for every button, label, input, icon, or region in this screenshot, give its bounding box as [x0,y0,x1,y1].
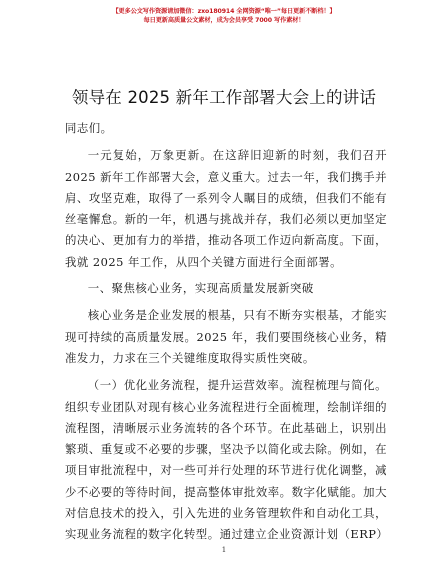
document-title: 领导在 2025 新年工作部署大会上的讲话 [71,88,377,107]
banner-line-2: 每日更新高质量公文素材，成为会员享受 7000 写作素材！ [143,17,305,24]
section-heading-1: 一、聚焦核心业务，实现高质量发展新突破 [87,281,314,296]
promo-banner [0,7,448,25]
banner-line-1: 【更多公文写作资源请加微信：zxo180914 全网资源“唯一”每日更新不断档！】 [112,8,336,15]
salutation: 同志们。 [65,121,113,135]
paragraph-core-business: 核心业务是企业发展的根基，只有不断夯实根基，才能实现可持续的高质量发展。2025 年，我们要围绕核心业务，精准发力，力求在三个关键维度取得实质性突破。 [65,308,387,365]
paragraph-intro: 一元复始，万象更新。在这辞旧迎新的时刻，我们召开 2025 新年工作部署大会，意义重大。过去一年，我们携手并肩、攻坚克难，取得了一系列令人瞩目的成绩，但我们不能有丝毫懈怠。新的一年，机遇与挑战并存，我们必须以更加坚定的决心、更加有力的举措，推动各项工作迈向新高度。下面，我就 2025 年工作，从四个关键方面进行全面部署。 [65,148,387,269]
paragraph-process-optimization: （一）优化业务流程，提升运营效率。流程梳理与简化。组织专业团队对现有核心业务流程进行全面梳理，绘制详细的流程图，清晰展示业务流转的各个环节。在此基础上，识别出繁琐、重复或不必要的步骤，坚决予以简化或去除。例如，在项目审批流程中，对一些可并行处理的环节进行优化调整，减少不必要的等待时间，提高整体审批效率。数字化赋能。加大对信息技术的投入，引入先进的业务管理软件和自动化工具，实现业务流程的数字化转型。通过建立企业资源计划（ERP） [65,378,389,542]
document-body [65,118,387,546]
page-number: 1 [221,546,227,554]
